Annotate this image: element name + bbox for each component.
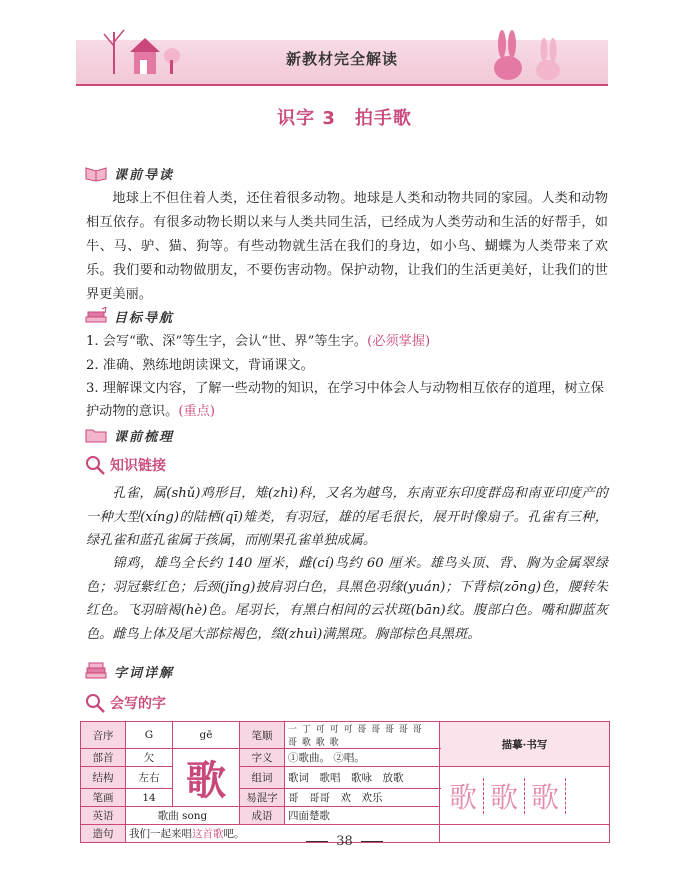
footer-line [361, 841, 383, 842]
goal-item-text: 2. 准确、熟练地朗读课文，背诵课文。 [86, 358, 314, 373]
practice-cell: 歌 [448, 780, 477, 814]
goal-item-note: (重点) [178, 404, 215, 419]
goal-item [86, 330, 608, 353]
review-label: 课前梳理 [114, 429, 175, 445]
write-label: 会写的字 [110, 696, 166, 712]
zaoju-label: 造句 [81, 825, 126, 843]
practice-cell [565, 778, 606, 814]
lesson-title: 识字 3 拍手歌 [277, 108, 412, 129]
knowledge-para-pheasant: 锦鸡，雄鸟全长约 140 厘米，雌(cí)鸟约 60 厘米。雄鸟头顶、背、胸为金属翠绿色；羽冠紫红色；后颈(jǐng)披肩羽白色，具黑色羽缘(yuán)；下背棕(zōng)色，腰转朱红色。飞羽暗褐(hè)色。尾羽长，有黑白相间的云状斑(bān)纹。腹部白色。嘴和脚蓝灰色。雌鸟上体及尾大部棕褐色，缀(zhuì)满黑斑。胸部棕色具黑斑。 [86, 556, 608, 642]
preview-label: 课前导读 [114, 167, 175, 183]
bishun-value: 一 丁 可 可 可 哥 哥 哥 哥 哥 哥 歌 歌 歌 [285, 722, 440, 749]
preview-heading [84, 162, 174, 184]
yinxu-label: 音序 [81, 722, 126, 749]
knowledge-heading [84, 454, 166, 476]
bihua-label: 笔画 [81, 789, 126, 807]
zaoju-text: 我们一起来唱 [129, 828, 192, 840]
knowledge-para-peacock: 孔雀，属(shǔ)鸡形目，雉(zhì)科，又名为越鸟，东南亚东印度群岛和南亚印度产的一种大型(xíng)的陆栖(qī)雉类，有羽冠，雄的尾毛很长，展开时像扇子。孔雀有三种，绿孔雀和蓝孔雀属于孩属，而刚果孔雀单独成属。 [86, 486, 608, 548]
goal-item-text: 3. 理解课文内容，了解一些动物的知识，在学习中体会人与动物相互依存的道理，树立保护动物的意识。 [86, 381, 604, 419]
book-stack-icon [84, 307, 108, 325]
page-footer [0, 834, 689, 849]
knowledge-label: 知识链接 [110, 458, 166, 474]
goal-item [86, 377, 608, 423]
goal-item-note: (必须掌握) [367, 334, 431, 349]
write-heading [84, 692, 166, 714]
pinyin-value: gē [173, 722, 240, 749]
trace-label: 描摹·书写 [440, 722, 610, 767]
magnifier-icon [84, 454, 106, 476]
zaoju-text: 吧。 [223, 828, 245, 840]
chengyu-value: 四面楚歌 [285, 807, 440, 825]
open-book-icon [84, 164, 108, 182]
jiegou-value: 左右 [126, 767, 173, 789]
books-icon [84, 662, 108, 680]
review-heading [84, 424, 174, 446]
character-table [80, 721, 610, 843]
bihua-value: 14 [126, 789, 173, 807]
book-title: 新教材完全解读 [285, 50, 398, 68]
preview-text: 地球上不但住着人类，还住着很多动物。地球是人类和动物共同的家园。人类和动物相互依存。有很多动物长期以来与人类共同生活，已经成为人类劳动和生活的好帮手，如牛、马、驴、猫、狗等。有些动物就生活在我们的身边，如小鸟、蝴蝶为人类带来了欢乐。我们要和动物做朋友，不要伤害动物。保护动物，让我们的生活更美好，让我们的世界更美丽。 [86, 191, 608, 302]
yingyu-value: 歌曲 song [126, 807, 240, 825]
practice-grid [440, 767, 610, 825]
vocab-heading [84, 660, 174, 682]
jiegou-label: 结构 [81, 767, 126, 789]
practice-cell: 歌 [483, 778, 524, 814]
practice-cell: 歌 [524, 778, 565, 814]
bushou-label: 部首 [81, 749, 126, 767]
yinxu-value: G [126, 722, 173, 749]
folder-icon [84, 426, 108, 444]
zuci-label: 组词 [240, 767, 285, 789]
goal-item-text: 1. 会写“歌、深”等生字，会认“世、界”等生字。 [86, 334, 368, 349]
bishun-label: 笔顺 [240, 722, 285, 749]
goal-item [86, 354, 608, 377]
ziyi-value: ①歌曲。 ②唱。 [285, 749, 440, 767]
ziyi-label: 字义 [240, 749, 285, 767]
page-header [76, 10, 608, 84]
chengyu-label: 成语 [240, 807, 285, 825]
zaoju-highlight: 这首歌 [192, 828, 224, 840]
page-number: 38 [336, 834, 353, 849]
bushou-value: 欠 [126, 749, 173, 767]
footer-line [306, 841, 328, 842]
zuci-value: 歌词 歌唱 歌咏 放歌 [285, 767, 440, 789]
vocab-label: 字词详解 [114, 665, 175, 681]
magnifier-icon [84, 692, 106, 714]
yihunzi-value: 哥 哥哥 欢 欢乐 [285, 789, 440, 807]
goals-label: 目标导航 [114, 310, 175, 326]
big-character: 歌 [173, 749, 240, 807]
goals-heading [84, 305, 174, 327]
yihunzi-label: 易混字 [240, 789, 285, 807]
yingyu-label: 英语 [81, 807, 126, 825]
